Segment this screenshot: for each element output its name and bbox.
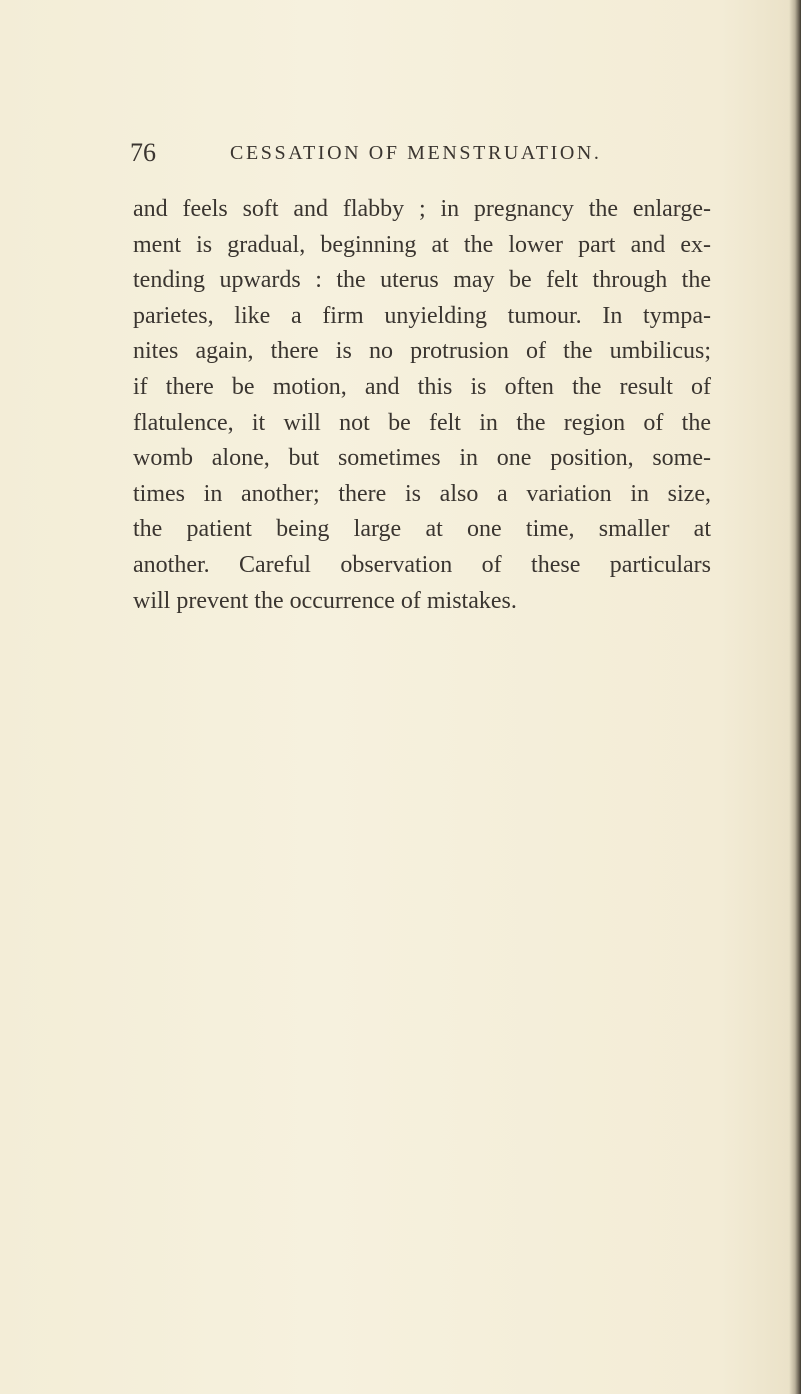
text-line: if there be motion, and this is often the result of [133, 373, 711, 400]
running-head: CESSATION OF MENSTRUATION. [230, 142, 602, 164]
page-number: 76 [130, 138, 156, 167]
text-line: the patient being large at one time, smaller at [133, 516, 711, 543]
text-line: times in another; there is also a variation in size, [133, 480, 711, 507]
text-line: flatulence, it will not be felt in the region of the [133, 409, 711, 436]
text-line: ment is gradual, beginning at the lower part and ex- [133, 231, 711, 258]
body-paragraph [133, 192, 711, 619]
page-header [130, 138, 670, 178]
page-edge-shadow [789, 0, 801, 1394]
text-line: tending upwards : the uterus may be felt through the [133, 267, 711, 294]
text-line: womb alone, but sometimes in one position, some- [133, 445, 711, 472]
text-line: another. Careful observation of these particulars [133, 551, 711, 578]
text-line: nites again, there is no protrusion of the umbilicus; [133, 338, 711, 365]
text-line: and feels soft and flabby ; in pregnancy the enlarge- [133, 196, 711, 222]
text-line: will prevent the occurrence of mistakes. [133, 587, 517, 614]
text-line: parietes, like a firm unyielding tumour. In tympa- [133, 302, 711, 329]
